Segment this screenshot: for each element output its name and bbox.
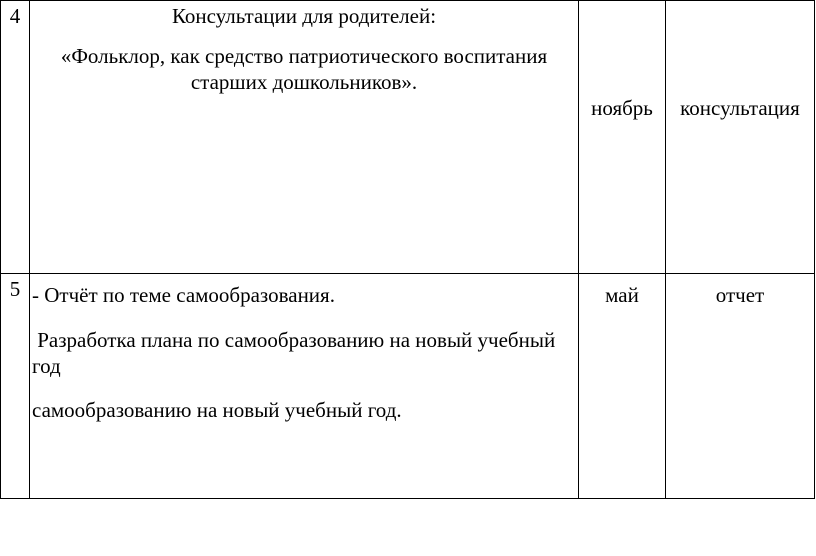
- month-cell: [579, 1, 666, 274]
- table-row: [1, 274, 815, 499]
- row-number-cell: [1, 274, 30, 499]
- event-item: Разработка плана по самообразованию на новый учебный год: [32, 328, 561, 378]
- row-number: 5: [9, 277, 21, 301]
- month-value: май: [605, 283, 639, 307]
- event-cell: [30, 274, 579, 499]
- event-cell: [30, 1, 579, 274]
- event-topic: «Фольклор, как средство патриотического воспитания старших дошкольников».: [60, 44, 548, 94]
- month-value: ноябрь: [591, 96, 653, 120]
- form-cell: [666, 274, 815, 499]
- form-cell: [666, 1, 815, 274]
- event-heading: Консультации для родителей:: [171, 4, 437, 28]
- row-number: 4: [9, 4, 21, 28]
- table-row: [1, 1, 815, 274]
- form-value: отчет: [715, 283, 765, 307]
- form-value: консультация: [680, 96, 800, 120]
- month-cell: [579, 274, 666, 499]
- event-item: самообразованию на новый учебный год.: [32, 398, 402, 422]
- row-number-cell: [1, 1, 30, 274]
- event-item: - Отчёт по теме самообразования.: [32, 283, 335, 307]
